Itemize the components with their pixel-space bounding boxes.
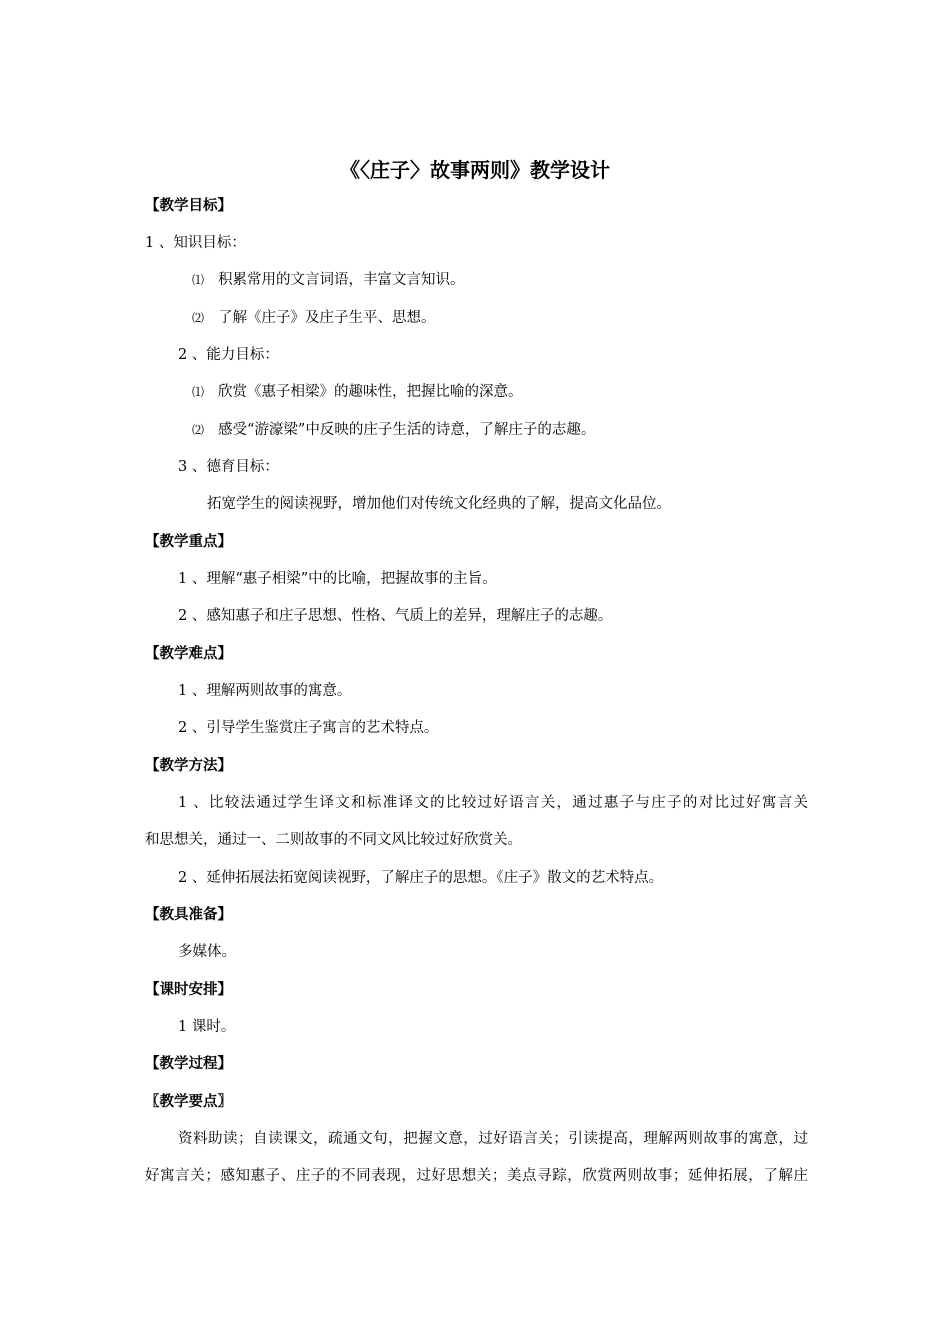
ability-item-2-text: 感受“游濠梁”中反映的庄子生活的诗意，了解庄子的志趣。 <box>218 422 596 438</box>
points-heading: 〖教学要点〗 <box>145 1094 232 1110</box>
list-number: ⑵ <box>192 423 205 437</box>
difficulty-heading: 【教学难点】 <box>145 646 232 662</box>
points-line-2: 好寓言关；感知惠子、庄子的不同表现，过好思想关；美点寻踪，欣赏两则故事；延伸拓展，了解庄 <box>145 1168 808 1184</box>
process-heading: 【教学过程】 <box>145 1056 232 1072</box>
difficulty-item-1: 1 、理解两则故事的寓意。 <box>178 683 352 699</box>
tools-heading: 【教具准备】 <box>145 907 232 923</box>
method-item-1-line-1: 1 、比较法通过学生译文和标准译文的比较过好语言关，通过惠子与庄子的对比过好寓言关 <box>178 795 808 811</box>
ability-item-2 <box>192 420 595 440</box>
schedule-text: 1 课时。 <box>178 1019 236 1035</box>
points-line-1: 资料助读；自读课文，疏通文句，把握文意，过好语言关；引读提高，理解两则故事的寓意，过 <box>178 1131 808 1147</box>
difficulty-item-2: 2 、引导学生鉴赏庄子寓言的艺术特点。 <box>178 720 439 736</box>
key-heading: 【教学重点】 <box>145 534 232 550</box>
knowledge-label: 1 、知识目标： <box>145 235 246 251</box>
key-item-1: 1 、理解“惠子相梁”中的比喻，把握故事的主旨。 <box>178 571 497 587</box>
knowledge-item-2 <box>192 308 436 328</box>
method-heading: 【教学方法】 <box>145 758 232 774</box>
moral-label: 3 、德育目标： <box>178 459 279 475</box>
goals-heading: 【教学目标】 <box>145 198 232 214</box>
ability-item-1-text: 欣赏《惠子相梁》的趣味性，把握比喻的深意。 <box>218 384 523 400</box>
method-item-1-line-2: 和思想关，通过一、二则故事的不同文风比较过好欣赏关。 <box>145 832 522 848</box>
document-title: 《〈庄子〉故事两则》教学设计 <box>340 158 610 182</box>
list-number: ⑴ <box>192 385 205 399</box>
tools-text: 多媒体。 <box>178 944 236 960</box>
knowledge-item-1 <box>192 270 465 290</box>
method-item-2: 2 、延伸拓展法拓宽阅读视野，了解庄子的思想。《庄子》散文的艺术特点。 <box>178 870 664 886</box>
schedule-heading: 【课时安排】 <box>145 982 232 998</box>
moral-text: 拓宽学生的阅读视野，增加他们对传统文化经典的了解，提高文化品位。 <box>207 496 671 512</box>
knowledge-item-2-text: 了解《庄子》及庄子生平、思想。 <box>218 310 436 326</box>
knowledge-item-1-text: 积累常用的文言词语，丰富文言知识。 <box>218 272 465 288</box>
list-number: ⑴ <box>192 273 205 287</box>
key-item-2: 2 、感知惠子和庄子思想、性格、气质上的差异，理解庄子的志趣。 <box>178 608 613 624</box>
ability-label: 2 、能力目标： <box>178 347 279 363</box>
list-number: ⑵ <box>192 311 205 325</box>
ability-item-1 <box>192 382 523 402</box>
